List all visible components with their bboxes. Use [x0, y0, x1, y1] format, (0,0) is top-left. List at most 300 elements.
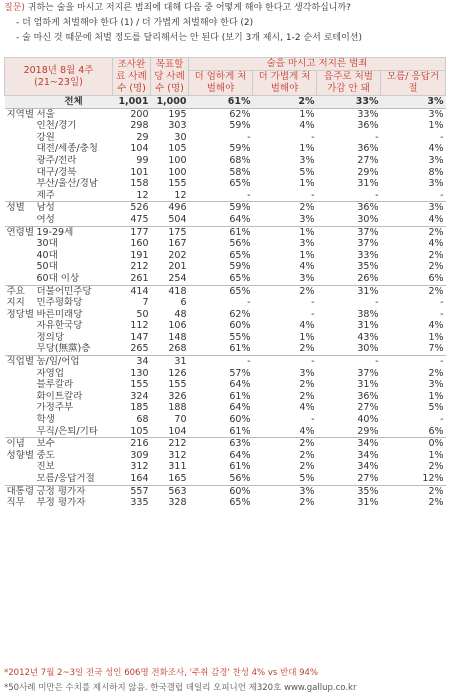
- row-pct-harsher: 60%: [229, 414, 251, 426]
- row-pct-dont-know: 4%: [428, 238, 444, 250]
- row-group-label: 주요: [5, 285, 35, 297]
- table-row: [5, 238, 446, 250]
- table-row: [5, 461, 446, 473]
- row-group-label: 연령별: [6, 226, 35, 238]
- row-pct-harsher: 65%: [189, 285, 253, 297]
- row-target-count: 328: [168, 497, 187, 509]
- row-pct-harsher: 61%: [229, 343, 251, 355]
- row-pct-dont-know: -: [440, 297, 444, 309]
- row-pct-lighter: 2%: [299, 497, 315, 509]
- row-target-count: 148: [168, 331, 187, 343]
- row-group-label: [5, 132, 35, 144]
- row-pct-lighter: 3%: [299, 272, 315, 284]
- table-row: [5, 473, 446, 485]
- row-pct-dont-know: 2%: [381, 485, 446, 497]
- table-row: [5, 450, 446, 462]
- row-group-label: 직업별: [6, 356, 35, 368]
- table-row: [5, 391, 446, 403]
- row-completed-count: 261: [130, 272, 149, 284]
- row-target-count: 311: [168, 461, 187, 473]
- row-target-count: 504: [168, 213, 187, 225]
- row-target-count: 105: [168, 143, 187, 155]
- row-completed-count: 101: [130, 166, 149, 178]
- row-target-count: 106: [168, 320, 187, 332]
- row-pct-harsher: 60%: [189, 485, 253, 497]
- row-completed-count: 105: [130, 425, 149, 437]
- row-subgroup-label: 학생: [36, 414, 55, 426]
- row-pct-lighter: 1%: [299, 178, 315, 190]
- row-pct-harsher: 59%: [229, 261, 251, 273]
- row-subgroup-label: 정의당: [36, 331, 65, 343]
- row-group-label: 성향별: [6, 449, 35, 461]
- row-subgroup-label: 전체: [35, 96, 113, 109]
- row-completed-count: 104: [130, 143, 149, 155]
- row-target-count: 303: [168, 120, 187, 132]
- row-pct-no-change: 40%: [357, 414, 379, 426]
- table-row: [5, 368, 446, 380]
- row-subgroup-label: 대전/세종/충청: [36, 143, 98, 155]
- row-pct-dont-know: -: [440, 414, 444, 426]
- row-pct-dont-know: 4%: [428, 143, 444, 155]
- row-subgroup-label: 더불어민주당: [35, 285, 113, 297]
- table-row: [5, 297, 446, 309]
- row-target-count: 126: [168, 367, 187, 379]
- question-option-2: - 술 마신 것 때문에 처벌 정도를 달리해서는 안 된다 (보기 3개 제시, 1-2 순서 로테이션): [16, 33, 362, 43]
- row-pct-no-change: 37%: [357, 367, 379, 379]
- row-pct-lighter: 4%: [299, 402, 315, 414]
- row-pct-no-change: 38%: [357, 308, 379, 320]
- row-pct-lighter: 3%: [299, 154, 315, 166]
- row-completed-count: 298: [130, 120, 149, 132]
- row-pct-no-change: 43%: [357, 331, 379, 343]
- row-pct-no-change: 31%: [357, 320, 379, 332]
- row-subgroup-label: 제주: [36, 189, 55, 201]
- row-completed-count: 185: [130, 402, 149, 414]
- row-subgroup-label: 모름/응답거절: [36, 473, 95, 484]
- row-completed-count: 7: [142, 297, 149, 309]
- row-target-count: 31: [151, 356, 189, 368]
- row-pct-dont-know: 2%: [428, 367, 444, 379]
- row-pct-harsher: 61%: [189, 96, 253, 109]
- row-group-label: [5, 343, 35, 355]
- row-pct-dont-know: 1%: [428, 120, 444, 132]
- row-pct-dont-know: 12%: [422, 473, 444, 484]
- row-pct-harsher: 65%: [229, 178, 251, 190]
- table-row: [5, 356, 446, 368]
- row-target-count: 201: [168, 261, 187, 273]
- row-pct-no-change: 37%: [317, 226, 381, 238]
- row-target-count: 202: [168, 249, 187, 261]
- row-completed-count: 191: [130, 249, 149, 261]
- row-group-label: 정당별: [6, 308, 35, 320]
- row-group-label: [5, 402, 35, 414]
- row-completed-count: 324: [130, 390, 149, 402]
- row-group-label: [5, 414, 35, 426]
- row-subgroup-label: 인천/경기: [36, 120, 77, 132]
- row-pct-lighter: 2%: [299, 379, 315, 391]
- table-row: [5, 402, 446, 414]
- row-target-count: 30: [174, 131, 187, 143]
- table-row: [5, 120, 446, 132]
- row-pct-harsher: -: [247, 189, 251, 201]
- row-subgroup-label: 대구/경북: [36, 166, 77, 178]
- row-pct-lighter: 3%: [253, 485, 317, 497]
- header-col-no-change: 음주로 처벌 가감 안 돼: [317, 71, 381, 96]
- row-group-label: [5, 96, 35, 109]
- row-target-count: 1,000: [151, 96, 189, 109]
- header-date: 2018년 8월 4주 (21~23일): [5, 58, 113, 96]
- row-pct-harsher: 65%: [229, 272, 251, 284]
- question-prefix: 질문): [4, 3, 25, 13]
- row-pct-no-change: 34%: [317, 438, 381, 450]
- table-row: [5, 190, 446, 202]
- table-row: [5, 167, 446, 179]
- row-pct-lighter: -: [311, 297, 315, 309]
- row-pct-harsher: 57%: [229, 367, 251, 379]
- row-subgroup-label: 자영업: [36, 367, 65, 379]
- row-target-count: 6: [180, 297, 187, 309]
- row-completed-count: 130: [130, 367, 149, 379]
- row-subgroup-label: 60대 이상: [36, 272, 80, 284]
- row-completed-count: 309: [130, 449, 149, 461]
- row-target-count: 100: [168, 154, 187, 166]
- row-completed-count: 414: [113, 285, 151, 297]
- table-row: [5, 96, 446, 109]
- row-group-label: [5, 190, 35, 202]
- row-pct-dont-know: 7%: [428, 343, 444, 355]
- row-group-label: 직무: [6, 497, 25, 509]
- row-subgroup-label: 남성: [35, 202, 113, 214]
- row-target-count: 326: [168, 390, 187, 402]
- row-pct-no-change: 27%: [357, 402, 379, 414]
- table-row: [5, 273, 446, 285]
- row-pct-dont-know: -: [440, 308, 444, 320]
- row-group-label: [5, 178, 35, 190]
- row-pct-no-change: 31%: [357, 497, 379, 509]
- table-row: [5, 108, 446, 120]
- row-completed-count: 265: [130, 343, 149, 355]
- row-pct-dont-know: -: [381, 356, 446, 368]
- table-row: [5, 214, 446, 226]
- row-target-count: 188: [168, 402, 187, 414]
- row-pct-dont-know: -: [440, 189, 444, 201]
- row-pct-dont-know: 5%: [428, 402, 444, 414]
- row-pct-harsher: 62%: [189, 108, 253, 120]
- row-group-label: 이념: [5, 438, 35, 450]
- table-row: [5, 178, 446, 190]
- row-completed-count: 164: [130, 473, 149, 484]
- row-pct-harsher: 59%: [229, 143, 251, 155]
- row-completed-count: 212: [130, 261, 149, 273]
- table-row: [5, 226, 446, 238]
- row-completed-count: 1,001: [113, 96, 151, 109]
- row-target-count: 100: [168, 166, 187, 178]
- row-pct-lighter: 4%: [299, 320, 315, 332]
- row-group-label: 지지: [6, 297, 25, 309]
- row-subgroup-label: 바른미래당: [36, 308, 83, 320]
- row-pct-lighter: 3%: [299, 238, 315, 250]
- table-row: [5, 343, 446, 355]
- row-subgroup-label: 40대: [36, 249, 58, 261]
- row-pct-no-change: 26%: [357, 272, 379, 284]
- row-pct-lighter: 4%: [299, 261, 315, 273]
- row-target-count: 195: [151, 108, 189, 120]
- row-pct-lighter: 2%: [253, 202, 317, 214]
- row-pct-lighter: 1%: [299, 331, 315, 343]
- row-pct-lighter: 3%: [299, 367, 315, 379]
- table-row: [5, 309, 446, 321]
- survey-table: [4, 57, 446, 509]
- row-pct-lighter: 1%: [253, 108, 317, 120]
- row-subgroup-label: 부정 평가자: [36, 497, 86, 509]
- table-row: [5, 320, 446, 332]
- row-target-count: 175: [151, 226, 189, 238]
- row-subgroup-label: 자유한국당: [36, 320, 83, 332]
- row-pct-dont-know: 2%: [381, 226, 446, 238]
- row-group-label: 지역별: [6, 108, 35, 120]
- row-subgroup-label: 광주/전라: [36, 154, 77, 166]
- row-completed-count: 158: [130, 178, 149, 190]
- row-target-count: 212: [151, 438, 189, 450]
- row-completed-count: 216: [113, 438, 151, 450]
- row-pct-lighter: -: [253, 356, 317, 368]
- row-target-count: 70: [174, 414, 187, 426]
- row-pct-harsher: 56%: [229, 473, 251, 484]
- row-pct-harsher: 64%: [229, 213, 251, 225]
- row-pct-dont-know: 4%: [428, 320, 444, 332]
- row-completed-count: 29: [136, 131, 149, 143]
- footnote-source: *50사례 미만은 수치를 제시하지 않음. 한국갤럽 데일리 오피니언 제320호 www.gallup.co.kr: [4, 683, 357, 693]
- row-group-label: [5, 155, 35, 167]
- row-pct-no-change: -: [375, 297, 379, 309]
- row-pct-harsher: 64%: [229, 449, 251, 461]
- row-group-label: [5, 320, 35, 332]
- table-row: [5, 497, 446, 509]
- row-completed-count: 475: [130, 213, 149, 225]
- row-pct-no-change: 34%: [357, 461, 379, 473]
- row-group-label: [5, 461, 35, 473]
- row-pct-no-change: 31%: [317, 285, 381, 297]
- row-pct-no-change: 29%: [357, 425, 379, 437]
- table-row: [5, 250, 446, 262]
- row-subgroup-label: 강원: [36, 131, 55, 143]
- row-pct-dont-know: 3%: [381, 202, 446, 214]
- row-pct-no-change: 36%: [317, 202, 381, 214]
- header-col-dont-know: 모름/ 응답거절: [381, 71, 446, 96]
- row-completed-count: 50: [136, 308, 149, 320]
- row-pct-dont-know: 3%: [381, 108, 446, 120]
- row-pct-dont-know: 3%: [428, 379, 444, 391]
- row-pct-no-change: 30%: [357, 343, 379, 355]
- row-pct-dont-know: 1%: [428, 449, 444, 461]
- row-group-label: [5, 120, 35, 132]
- table-row: [5, 426, 446, 438]
- row-target-count: 167: [168, 238, 187, 250]
- row-completed-count: 160: [130, 238, 149, 250]
- row-target-count: 155: [168, 379, 187, 391]
- row-target-count: 155: [168, 178, 187, 190]
- row-pct-no-change: 31%: [357, 379, 379, 391]
- row-pct-lighter: 1%: [299, 249, 315, 261]
- row-subgroup-label: 무직/은퇴/기타: [36, 425, 98, 437]
- row-pct-lighter: -: [311, 308, 315, 320]
- table-row: [5, 438, 446, 450]
- row-subgroup-label: 19-29세: [35, 226, 113, 238]
- row-pct-no-change: -: [375, 131, 379, 143]
- row-completed-count: 34: [113, 356, 151, 368]
- row-pct-lighter: 5%: [299, 473, 315, 484]
- row-pct-lighter: 4%: [299, 425, 315, 437]
- row-group-label: [5, 379, 35, 391]
- row-pct-dont-know: 0%: [381, 438, 446, 450]
- row-pct-dont-know: 2%: [428, 497, 444, 509]
- row-pct-lighter: -: [311, 131, 315, 143]
- row-pct-dont-know: -: [440, 131, 444, 143]
- row-group-label: [5, 332, 35, 344]
- row-pct-dont-know: 3%: [381, 96, 446, 109]
- row-pct-lighter: 5%: [299, 166, 315, 178]
- row-group-label: [5, 167, 35, 179]
- row-pct-lighter: 2%: [299, 449, 315, 461]
- row-pct-harsher: 61%: [229, 390, 251, 402]
- row-target-count: 48: [174, 308, 187, 320]
- row-pct-lighter: 2%: [299, 461, 315, 473]
- row-subgroup-label: 보수: [35, 438, 113, 450]
- row-pct-no-change: 34%: [357, 449, 379, 461]
- row-pct-no-change: -: [375, 189, 379, 201]
- question-line: [4, 2, 351, 14]
- row-completed-count: 68: [136, 414, 149, 426]
- row-pct-lighter: 1%: [299, 143, 315, 155]
- row-pct-harsher: -: [189, 356, 253, 368]
- row-pct-dont-know: 6%: [428, 272, 444, 284]
- row-pct-lighter: 2%: [299, 390, 315, 402]
- row-pct-harsher: 65%: [229, 249, 251, 261]
- row-pct-no-change: 35%: [357, 261, 379, 273]
- row-pct-harsher: 64%: [229, 402, 251, 414]
- row-pct-harsher: -: [247, 131, 251, 143]
- row-pct-harsher: 55%: [229, 331, 251, 343]
- table-row: [5, 202, 446, 214]
- row-pct-harsher: 60%: [229, 320, 251, 332]
- row-target-count: 312: [168, 449, 187, 461]
- row-pct-dont-know: 2%: [428, 249, 444, 261]
- row-pct-dont-know: 6%: [428, 425, 444, 437]
- row-subgroup-label: 무당(無黨)층: [36, 343, 91, 355]
- row-completed-count: 200: [113, 108, 151, 120]
- header-group-title: 술을 마시고 저지른 범죄: [189, 58, 446, 71]
- table-row: [5, 332, 446, 344]
- row-group-label: [5, 261, 35, 273]
- row-subgroup-label: 중도: [36, 449, 55, 461]
- row-pct-dont-know: 1%: [428, 390, 444, 402]
- row-pct-no-change: 33%: [357, 249, 379, 261]
- row-subgroup-label: 화이트칼라: [36, 390, 83, 402]
- row-subgroup-label: 부산/울산/경남: [36, 178, 98, 190]
- row-pct-harsher: 62%: [229, 308, 251, 320]
- row-pct-dont-know: 1%: [428, 331, 444, 343]
- row-pct-harsher: 61%: [189, 226, 253, 238]
- row-pct-harsher: 56%: [229, 238, 251, 250]
- table-row: [5, 285, 446, 297]
- row-group-label: 성별: [5, 202, 35, 214]
- row-group-label: [5, 214, 35, 226]
- row-target-count: 418: [151, 285, 189, 297]
- row-pct-no-change: 33%: [317, 108, 381, 120]
- row-pct-no-change: 33%: [317, 96, 381, 109]
- row-pct-no-change: 27%: [357, 154, 379, 166]
- table-row: [5, 132, 446, 144]
- row-completed-count: 112: [130, 320, 149, 332]
- header-target-count: 목표할당 사례수 (명): [151, 58, 189, 96]
- question-option-1: - 더 엄하게 처벌해야 한다 (1) / 더 가볍게 처벌해야 한다 (2): [16, 18, 254, 28]
- row-pct-lighter: 4%: [299, 120, 315, 132]
- row-group-label: 대통령: [6, 485, 35, 497]
- row-group-label: [5, 426, 35, 438]
- row-group-label: [5, 368, 35, 380]
- row-subgroup-label: 긍정 평가자: [35, 485, 113, 497]
- row-target-count: 268: [168, 343, 187, 355]
- row-group-label: [5, 391, 35, 403]
- row-target-count: 254: [168, 272, 187, 284]
- row-pct-dont-know: 4%: [428, 213, 444, 225]
- row-subgroup-label: 50대: [36, 261, 58, 273]
- row-pct-harsher: 64%: [229, 379, 251, 391]
- row-pct-no-change: 37%: [357, 238, 379, 250]
- table-body: [5, 96, 446, 509]
- row-group-label: [5, 473, 35, 485]
- row-completed-count: 557: [113, 485, 151, 497]
- row-pct-no-change: 30%: [357, 213, 379, 225]
- row-pct-dont-know: 8%: [428, 166, 444, 178]
- row-subgroup-label: 블루칼라: [36, 379, 74, 391]
- row-group-label: [5, 250, 35, 262]
- row-pct-no-change: 31%: [357, 178, 379, 190]
- table-row: [5, 155, 446, 167]
- row-pct-no-change: 27%: [357, 473, 379, 484]
- row-pct-harsher: 61%: [229, 461, 251, 473]
- footnote-historical: *2012년 7월 2~3일 전국 성인 606명 전화조사, '주취 감경' 찬성 4% vs 반대 94%: [4, 668, 319, 678]
- table-row: [5, 143, 446, 155]
- row-completed-count: 312: [130, 461, 149, 473]
- row-pct-lighter: 2%: [299, 343, 315, 355]
- row-subgroup-label: 농/임/어업: [35, 356, 113, 368]
- row-pct-lighter: 2%: [253, 96, 317, 109]
- row-completed-count: 147: [130, 331, 149, 343]
- row-subgroup-label: 가정주부: [36, 402, 74, 414]
- row-target-count: 563: [151, 485, 189, 497]
- row-pct-harsher: 63%: [189, 438, 253, 450]
- row-pct-lighter: 2%: [253, 438, 317, 450]
- table-row: [5, 485, 446, 497]
- row-target-count: 12: [174, 189, 187, 201]
- row-target-count: 496: [151, 202, 189, 214]
- row-pct-lighter: 1%: [253, 226, 317, 238]
- row-target-count: 165: [168, 473, 187, 484]
- row-pct-harsher: 58%: [229, 166, 251, 178]
- row-pct-no-change: 36%: [357, 143, 379, 155]
- row-subgroup-label: 30대: [36, 238, 58, 250]
- row-pct-no-change: -: [317, 356, 381, 368]
- row-subgroup-label: 서울: [35, 108, 113, 120]
- row-target-count: 104: [168, 425, 187, 437]
- row-group-label: [5, 273, 35, 285]
- row-subgroup-label: 여성: [36, 213, 55, 225]
- row-completed-count: 526: [113, 202, 151, 214]
- row-pct-lighter: -: [311, 189, 315, 201]
- row-pct-harsher: 61%: [229, 425, 251, 437]
- row-pct-no-change: 36%: [357, 390, 379, 402]
